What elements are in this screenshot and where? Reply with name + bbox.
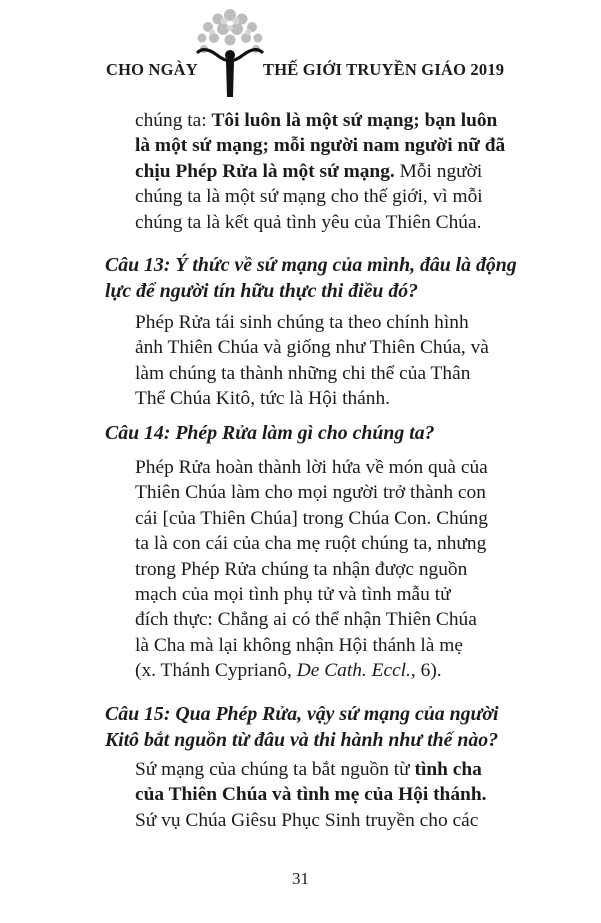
text-run: , 6). xyxy=(410,660,442,682)
text-run: ta là con cái của cha mẹ ruột chúng ta, nhưng xyxy=(135,533,487,555)
page-number: 31 xyxy=(292,869,309,888)
text-run: đích thực: Chẳng ai có thể nhận Thiên Chúa xyxy=(135,609,477,631)
bold-text: của Thiên Chúa và tình mẹ của Hội thánh. xyxy=(135,784,487,806)
answer-13-line xyxy=(135,386,489,411)
text-run: Thể Chúa Kitô, tức là Hội thánh. xyxy=(135,388,390,410)
text-run: Thiên Chúa làm cho mọi người trở thành con xyxy=(135,482,486,504)
tree-person-logo-icon xyxy=(195,5,265,101)
answer-14-line xyxy=(135,455,488,480)
running-header xyxy=(0,0,601,110)
intro-line xyxy=(135,159,505,184)
question-14-heading xyxy=(105,421,435,447)
header-right-text: THẾ GIỚI TRUYỀN GIÁO 2019 xyxy=(263,60,505,79)
intro-line xyxy=(135,133,505,158)
answer-14-line xyxy=(135,633,488,658)
question-15-heading xyxy=(105,702,498,753)
bold-text: chịu Phép Rửa là một sứ mạng. xyxy=(135,160,395,182)
text-run: (x. Thánh Cyprianô, xyxy=(135,660,297,682)
intro-line xyxy=(135,210,505,235)
answer-14-line xyxy=(135,607,488,632)
answer-14-line xyxy=(135,582,488,607)
text-run: Phép Rửa hoàn thành lời hứa về món quà của xyxy=(135,457,488,478)
text-run: Sứ mạng của chúng ta bắt nguồn từ xyxy=(135,759,415,780)
answer-15-line xyxy=(135,808,486,833)
answer-15-paragraph xyxy=(135,757,486,833)
intro-line xyxy=(135,108,505,133)
bold-text: tình cha xyxy=(414,759,482,780)
text-run: chúng ta là một sứ mạng cho thế giới, vì mỗi xyxy=(135,186,483,208)
text-run: Mỗi người xyxy=(394,160,483,182)
text-run: ảnh Thiên Chúa và giống như Thiên Chúa, và xyxy=(135,337,489,359)
question-13-line: Câu 13: Ý thức về sứ mạng của mình, đâu là động xyxy=(105,254,517,276)
answer-14-line xyxy=(135,531,488,556)
question-15-line: Câu 15: Qua Phép Rửa, vậy sứ mạng của người xyxy=(105,703,499,725)
answer-14-line xyxy=(135,557,488,582)
text-run: làm chúng ta thành những chi thể của Thân xyxy=(135,362,471,384)
answer-13-line xyxy=(135,335,489,360)
text-run: trong Phép Rửa chúng ta nhận được nguồn xyxy=(135,558,468,580)
text-run: Sứ vụ Chúa Giêsu Phục Sinh truyền cho các xyxy=(135,809,479,831)
answer-14-line xyxy=(135,506,488,531)
question-13-line: lực để người tín hữu thực thi điều đó? xyxy=(105,279,419,302)
answer-15-line xyxy=(135,782,486,807)
text-run: Phép Rửa tái sinh chúng ta theo chính hình xyxy=(135,312,469,333)
text-run: là Cha mà lại không nhận Hội thánh là mẹ xyxy=(135,634,463,656)
intro-paragraph xyxy=(135,108,505,235)
intro-line xyxy=(135,184,505,209)
italic-citation: De Cath. Eccl. xyxy=(296,660,411,682)
text-run: cái [của Thiên Chúa] trong Chúa Con. Chúng xyxy=(135,507,488,529)
answer-14-line xyxy=(135,658,488,683)
question-15-line: Kitô bắt nguồn từ đâu và thi hành như thế nào? xyxy=(105,728,499,751)
answer-13-line xyxy=(135,361,489,386)
answer-14-paragraph xyxy=(135,455,488,684)
bold-text: Tôi luôn là một sứ mạng; bạn luôn xyxy=(211,110,498,131)
answer-13-line xyxy=(135,310,489,335)
question-14-line: Câu 14: Phép Rửa làm gì cho chúng ta? xyxy=(105,422,435,444)
answer-13-paragraph xyxy=(135,310,489,412)
question-13-heading xyxy=(105,253,517,304)
answer-14-line xyxy=(135,480,488,505)
text-run: chúng ta: xyxy=(135,110,212,131)
answer-15-line xyxy=(135,757,486,782)
bold-text: là một sứ mạng; mỗi người nam người nữ đã xyxy=(135,135,506,157)
header-left-text: CHO NGÀY xyxy=(106,60,198,79)
text-run: chúng ta là kết quả tình yêu của Thiên Chúa. xyxy=(135,211,482,233)
text-run: mạch của mọi tình phụ tử và tình mẫu tử xyxy=(135,584,451,606)
